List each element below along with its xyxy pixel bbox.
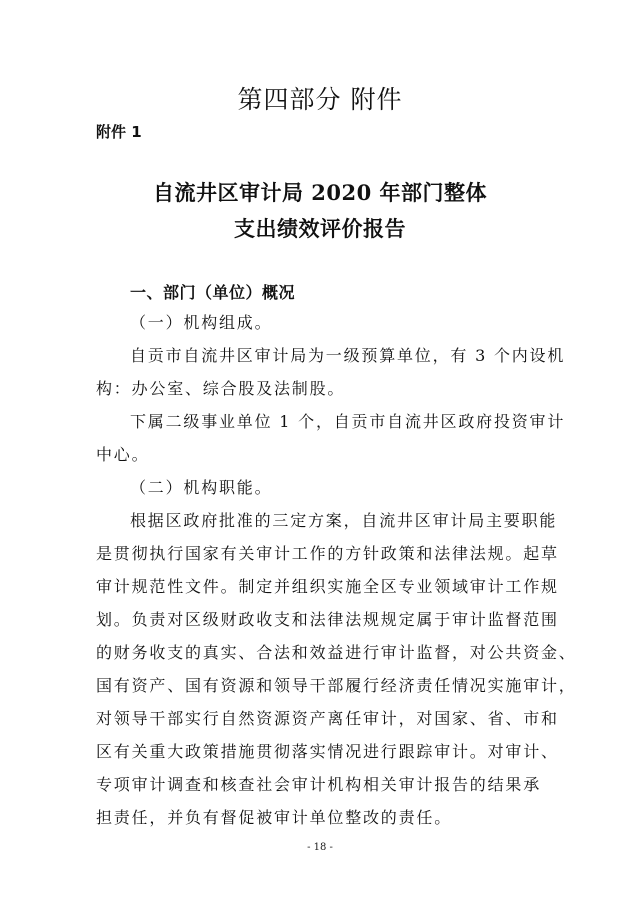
attachment-label: 附件 1 <box>96 123 142 141</box>
report-title-line-1: 自流井区审计局 2020 年部门整体 <box>152 180 488 205</box>
paragraph-line: 下属二级事业单位 1 个，自贡市自流井区政府投资审计 <box>130 412 566 431</box>
paragraph-line: 自贡市自流井区审计局为一级预算单位，有 3 个内设机 <box>130 346 566 365</box>
paragraph-line: 担责任，并负有督促被审计单位整改的责任。 <box>96 808 453 827</box>
page-number: - 18 - <box>307 842 333 853</box>
paragraph-line: 中心。 <box>96 445 150 464</box>
paragraph-line: 对领导干部实行自然资源资产离任审计，对国家、省、市和 <box>96 709 559 728</box>
paragraph-line: 划。负责对区级财政收支和法律法规规定属于审计监督范围 <box>96 610 559 629</box>
subsection-heading-functions: （二）机构职能。 <box>130 478 273 497</box>
subsection-heading-composition: （一）机构组成。 <box>130 313 273 332</box>
section-heading: 一、部门（单位）概况 <box>130 283 296 302</box>
paragraph-line: 的财务收支的真实、合法和效益进行审计监督，对公共资金、 <box>96 643 577 662</box>
paragraph-line: 国有资产、国有资源和领导干部履行经济责任情况实施审计， <box>96 676 577 695</box>
part-heading: 第四部分 附件 <box>237 85 403 114</box>
paragraph-line: 专项审计调查和核查社会审计机构相关审计报告的结果承 <box>96 775 542 794</box>
paragraph-line: 构：办公室、综合股及法制股。 <box>96 379 346 398</box>
paragraph-line: 是贯彻执行国家有关审计工作的方针政策和法律法规。起草 <box>96 544 559 563</box>
paragraph-line: 审计规范性文件。制定并组织实施全区专业领域审计工作规 <box>96 577 559 596</box>
paragraph-line: 根据区政府批准的三定方案，自流井区审计局主要职能 <box>130 511 558 530</box>
report-title-line-2: 支出绩效评价报告 <box>234 216 406 241</box>
paragraph-line: 区有关重大政策措施贯彻落实情况进行跟踪审计。对审计、 <box>96 742 559 761</box>
